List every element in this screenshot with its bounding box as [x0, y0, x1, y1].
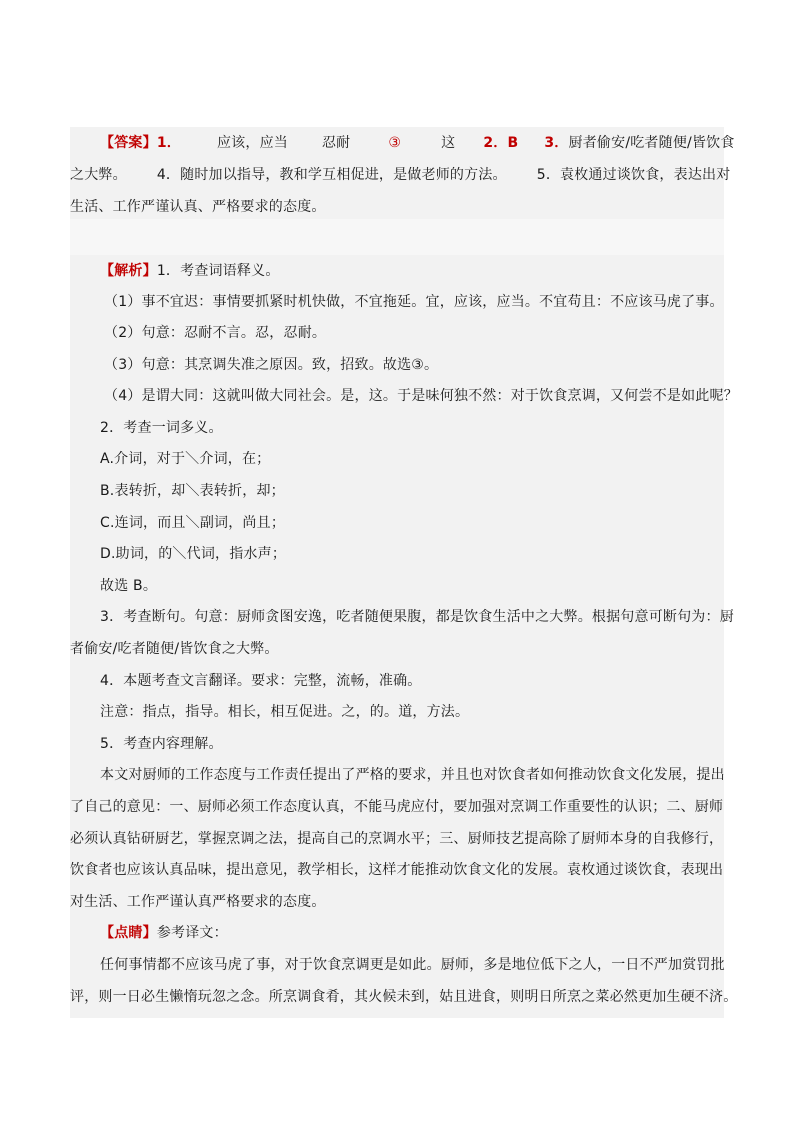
- analysis-q1-item-4: （4）是谓大同：这就叫做大同社会。是，这。于是味何独不然：对于饮食烹调，又何尝不是如此呢？: [104, 388, 738, 404]
- analysis-q4-line-1: 4．本题考查文言翻译。要求：完整，流畅，准确。: [100, 673, 422, 689]
- analysis-q3-line-2: 者偷安/吃者随便/皆饮食之大弊。: [70, 641, 279, 657]
- answer-item-1c: ③: [388, 135, 402, 151]
- analysis-q5-title: 5．考查内容理解。: [100, 736, 223, 752]
- answer-line-2: [70, 165, 730, 185]
- answer-item-4: 4．随时加以指导，教和学互相促进，是做老师的方法。: [156, 167, 507, 183]
- answer-item-1b: 忍耐: [321, 135, 351, 151]
- comment-line-1: [100, 923, 228, 943]
- answer-num-3: 3．: [544, 135, 569, 151]
- answer-item-3: 厨者偷安/吃者随便/皆饮食: [568, 135, 735, 151]
- analysis-q2-title: 2．考查一词多义。: [100, 420, 223, 436]
- analysis-tag: 【解析】: [100, 263, 157, 279]
- comment-title: 参考译文：: [156, 925, 228, 941]
- analysis-q3-line-1: 3．考查断句。句意：厨师贪图安逸，吃者随便果腹，都是饮食生活中之大弊。根据句意可断句为：厨: [100, 609, 734, 625]
- analysis-q2-option-a: A.介词，对于＼介词，在；: [100, 451, 271, 467]
- answer-item-5: 5．袁枚通过谈饮食，表达出对: [536, 167, 731, 183]
- analysis-q5-para-3: 必须认真钻研厨艺，掌握烹调之法，提高自己的烹调水平；三、厨师技艺提高除了厨师本身的自我修行，: [70, 831, 724, 847]
- analysis-q4-line-2: 注意：指点，指导。相长，相互促进。之，的。道，方法。: [100, 704, 470, 720]
- answer-item-3-end: 之大弊。: [70, 167, 127, 183]
- comment-tag: 【点睛】: [100, 925, 157, 941]
- answer-line-1: [100, 133, 735, 153]
- analysis-q1-item-1: （1）事不宜迟：事情要抓紧时机快做，不宜拖延。宜，应该，应当。不宜苟且：不应该马虎了事。: [104, 294, 724, 310]
- analysis-q5-para-5: 对生活、工作严谨认真严格要求的态度。: [70, 894, 326, 910]
- section-spacer: [70, 219, 724, 255]
- answer-num-1: 1．: [156, 135, 181, 151]
- analysis-q2-conclusion: 故选 B。: [100, 578, 158, 594]
- answer-item-1d: 这: [441, 135, 456, 151]
- analysis-line-1: [100, 261, 280, 281]
- analysis-q1-item-2: （2）句意：忍耐不言。忍，忍耐。: [104, 325, 327, 341]
- analysis-q2-option-b: B.表转折，却＼表转折，却；: [100, 483, 285, 499]
- analysis-q2-option-d: D.助词，的＼代词，指水声；: [100, 546, 287, 562]
- analysis-q5-para-2: 了自己的意见：一、厨师必须工作态度认真，不能马虎应付，要加强对烹调工作重要性的认识；二、厨师: [70, 799, 724, 815]
- analysis-q5-para-4: 饮食者也应该认真品味，提出意见，教学相长，这样才能推动饮食文化的发展。袁枚通过谈饮食，表现出: [70, 862, 724, 878]
- analysis-q1-title: 1．考查词语释义。: [156, 263, 280, 279]
- comment-para-2: 评，则一日必生懒惰玩忽之念。所烹调食肴，其火候未到，姑且进食，则明日所烹之菜必然更加生硬不济。: [70, 989, 738, 1005]
- answer-num-2: 2．B: [483, 135, 519, 151]
- comment-para-1: 任何事情都不应该马虎了事，对于饮食烹调更是如此。厨师，多是地位低下之人，一日不严加赏罚批: [100, 957, 725, 973]
- analysis-q2-option-c: C.连词，而且＼副词，尚且；: [100, 515, 286, 531]
- analysis-q5-para-1: 本文对厨师的工作态度与工作责任提出了严格的要求，并且也对饮食者如何推动饮食文化发展，提出: [100, 767, 725, 783]
- answer-tag: 【答案】: [100, 135, 157, 151]
- answer-item-1a: 应该，应当: [216, 135, 288, 151]
- answer-line-3: 生活、工作严谨认真、严格要求的态度。: [70, 199, 326, 215]
- analysis-q1-item-3: （3）句意：其烹调失准之原因。致，招致。故选③。: [104, 357, 439, 373]
